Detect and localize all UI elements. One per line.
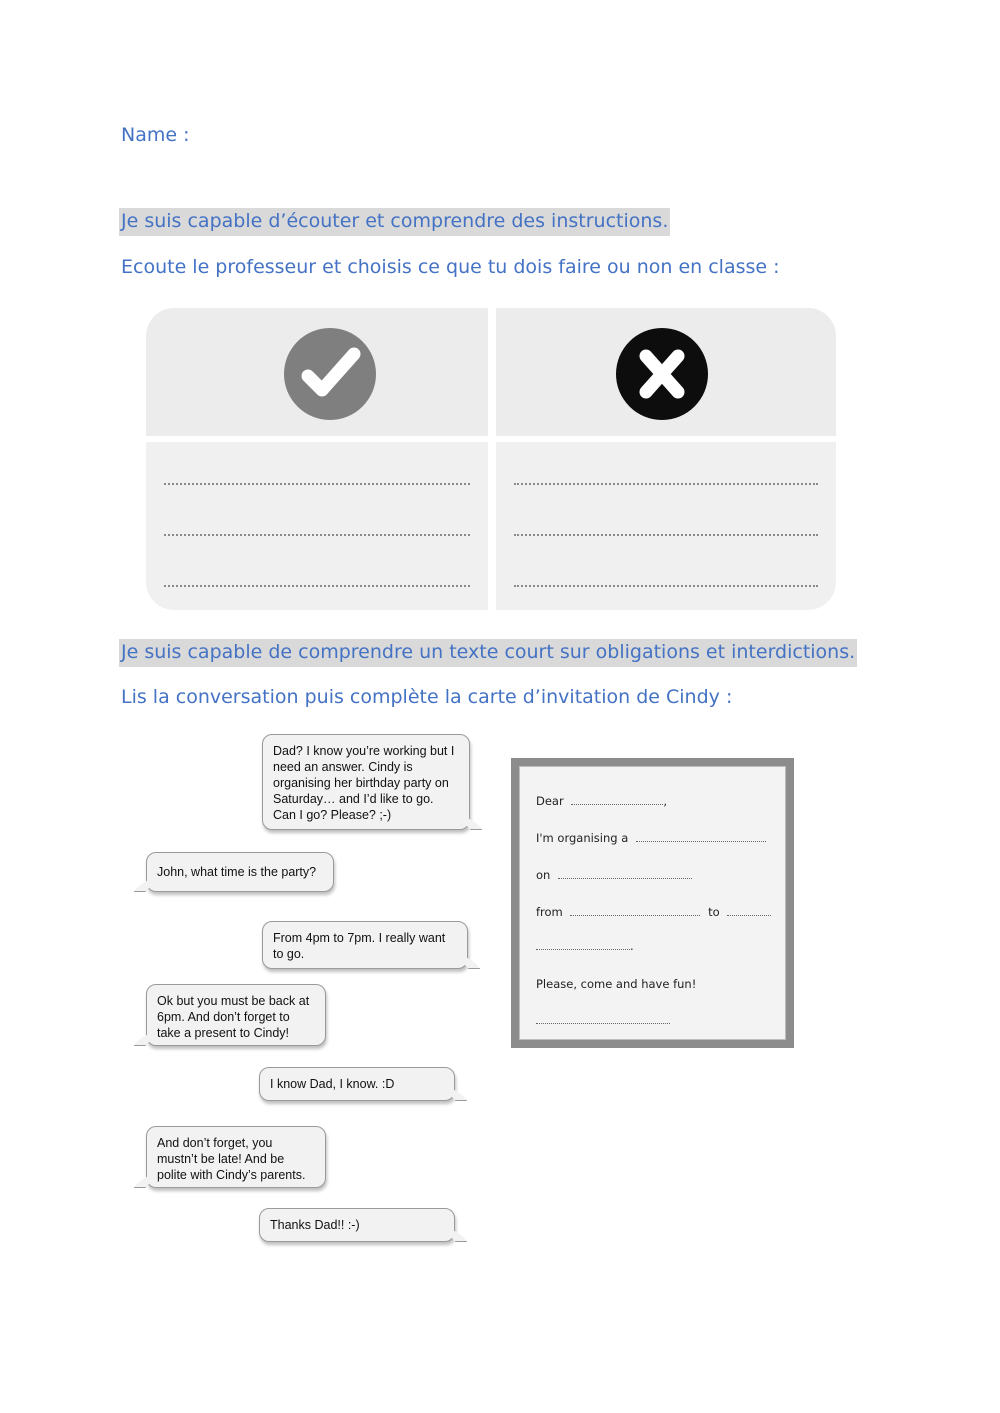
- card-event-blank[interactable]: [636, 832, 766, 842]
- dont-answer-line-3[interactable]: [514, 585, 818, 587]
- do-answer-cell[interactable]: [146, 442, 488, 610]
- card-organising-line: [536, 831, 766, 845]
- do-answer-line-2[interactable]: [164, 534, 470, 536]
- chat-message-dad-1: John, what time is the party?: [146, 852, 334, 892]
- card-from-label: from: [536, 905, 563, 919]
- chat-message-dad-3: And don’t forget, you mustn’t be late! And be polite with Cindy’s parents.: [146, 1126, 326, 1188]
- chat-message-john-3: I know Dad, I know. :D: [259, 1067, 455, 1101]
- x-icon: [616, 328, 708, 420]
- check-icon: [284, 328, 376, 420]
- chat-message-dad-2: Ok but you must be back at 6pm. And don’t forget to take a present to Cindy!: [146, 984, 326, 1046]
- do-answer-line-1[interactable]: [164, 483, 470, 485]
- card-from-blank[interactable]: [570, 906, 700, 916]
- card-signature-blank[interactable]: [536, 1014, 670, 1024]
- card-to-label: to: [708, 905, 720, 919]
- chat-message-john-1: Dad? I know you’re working but I need an answer. Cindy is organising her birthday party on Saturday… and I’d like to go. Can I go? Please? ;-): [262, 734, 470, 830]
- card-dear-line: Dear ,: [536, 794, 668, 808]
- dont-answer-line-2[interactable]: [514, 534, 818, 536]
- section1-heading: Je suis capable d’écouter et comprendre des instructions.: [119, 208, 670, 236]
- invitation-card: [511, 758, 794, 1048]
- card-continuation-blank[interactable]: [536, 940, 630, 950]
- card-dear-label: Dear: [536, 794, 564, 808]
- card-continuation-line: .: [536, 939, 634, 953]
- card-on-line: [536, 868, 692, 882]
- card-organising-label: I'm organising a: [536, 831, 629, 845]
- dont-answer-line-1[interactable]: [514, 483, 818, 485]
- section2-instruction: Lis la conversation puis complète la carte d’invitation de Cindy :: [121, 686, 733, 708]
- section1-instruction: Ecoute le professeur et choisis ce que tu dois faire ou non en classe :: [121, 256, 780, 278]
- card-on-label: on: [536, 868, 551, 882]
- card-signature-line: [536, 1013, 670, 1027]
- do-answer-line-3[interactable]: [164, 585, 470, 587]
- do-dont-table: [146, 308, 836, 610]
- card-closing-line: Please, come and have fun!: [536, 977, 697, 991]
- card-date-blank[interactable]: [558, 869, 692, 879]
- card-dear-blank[interactable]: [571, 795, 663, 805]
- chat-message-john-2: From 4pm to 7pm. I really want to go.: [262, 921, 468, 969]
- chat-message-john-4: Thanks Dad!! :-): [259, 1208, 455, 1242]
- card-time-line: [536, 905, 771, 919]
- dont-answer-cell[interactable]: [496, 442, 836, 610]
- card-to-blank[interactable]: [727, 906, 771, 916]
- section2-heading: Je suis capable de comprendre un texte court sur obligations et interdictions.: [119, 639, 857, 667]
- name-label: Name :: [121, 124, 190, 146]
